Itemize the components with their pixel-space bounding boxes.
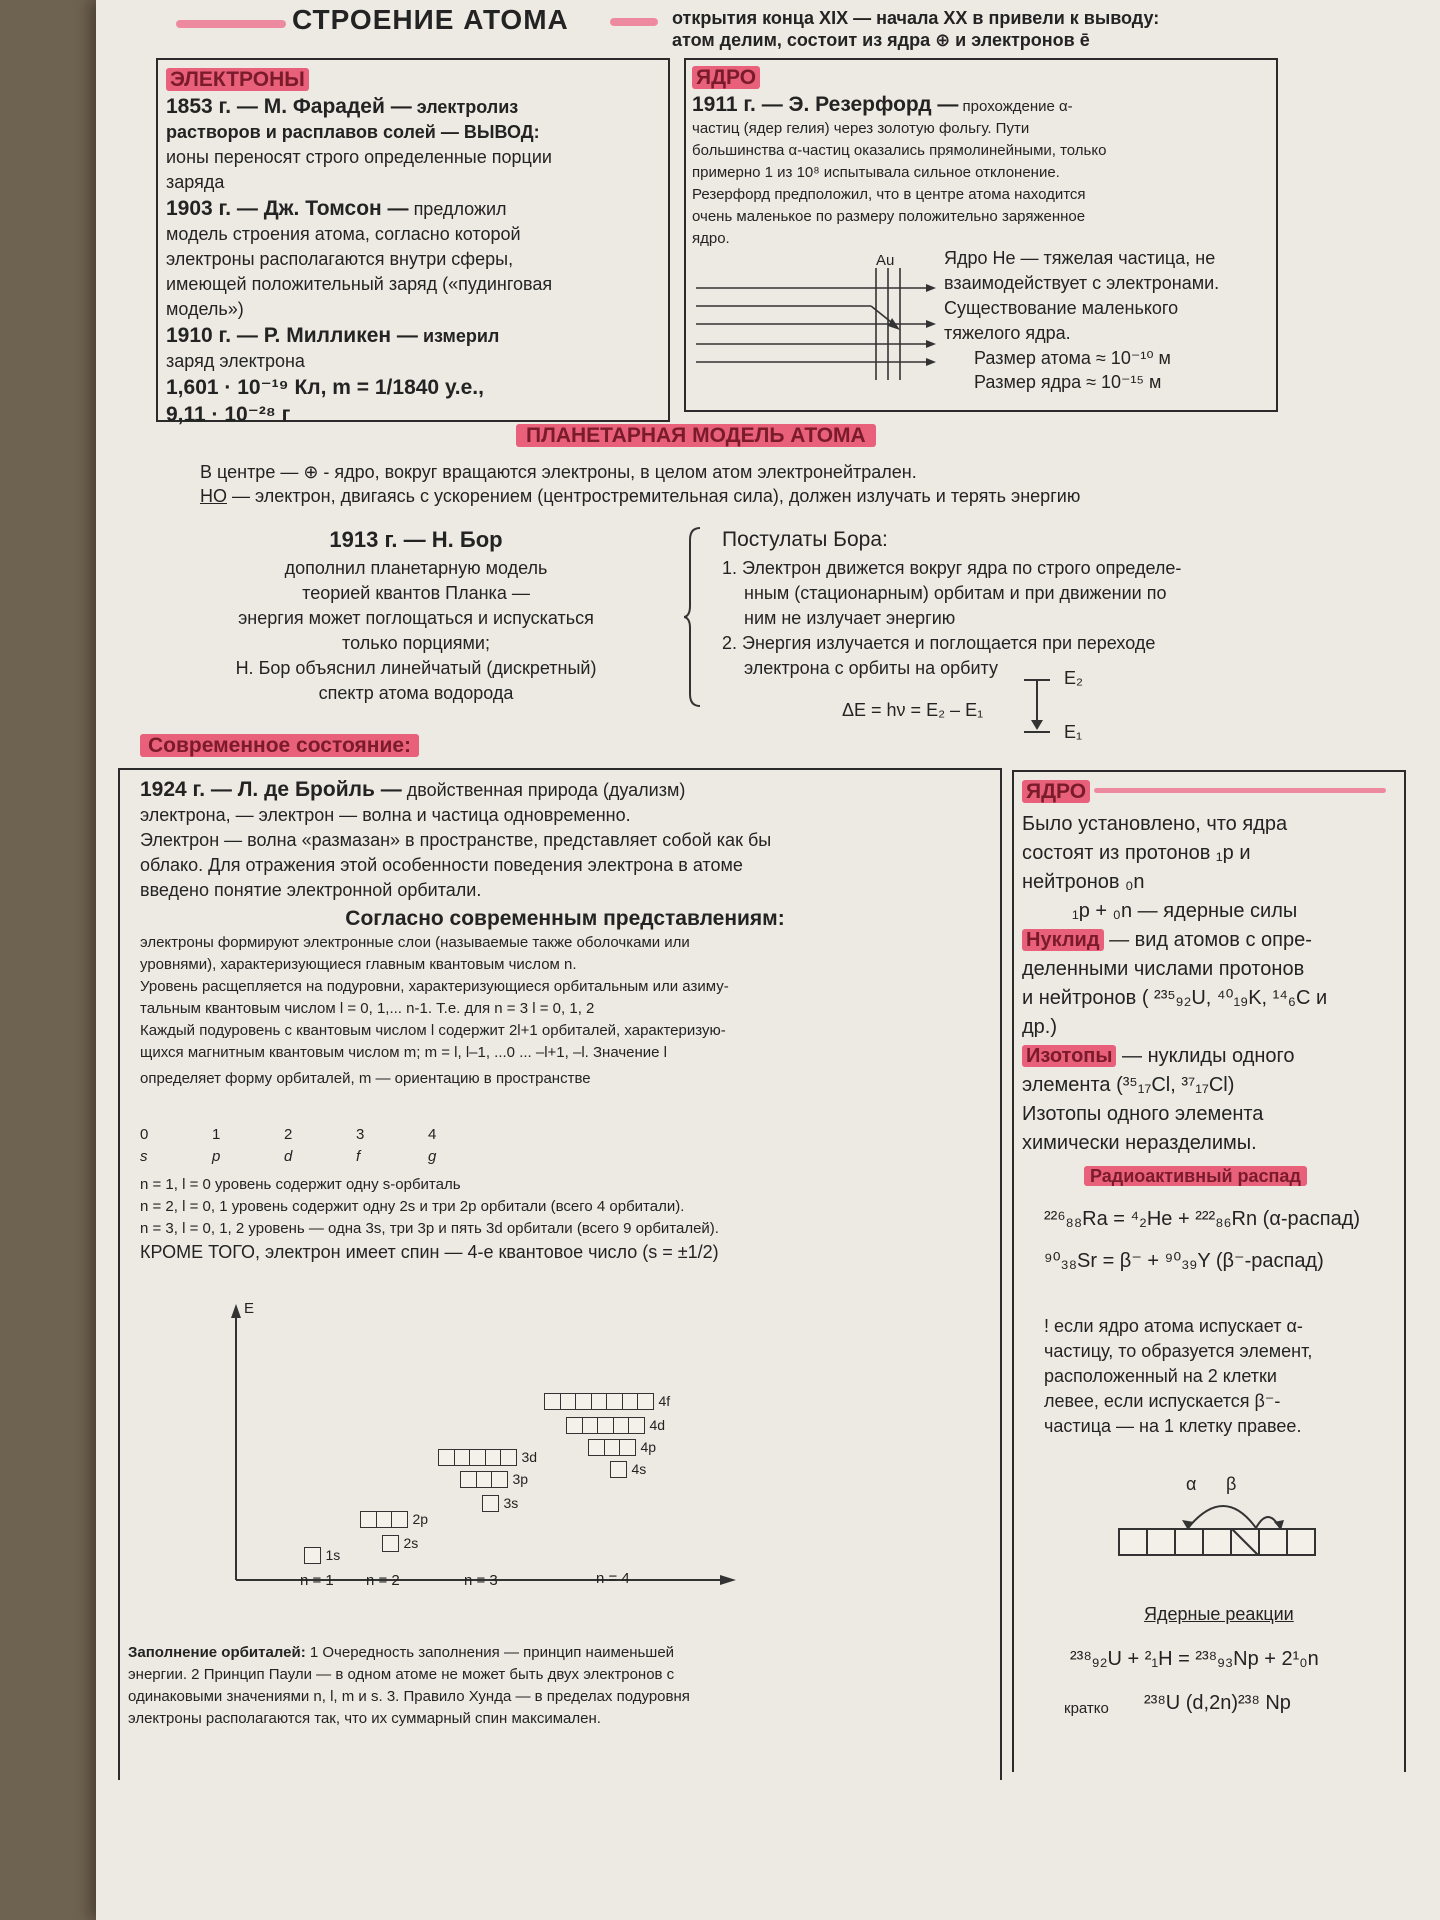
orbital-2p: 2p [360,1510,428,1528]
electrons-label: ЭЛЕКТРОНЫ [166,68,309,91]
electron-mass: 9,11 · 10⁻²⁸ г [166,403,291,426]
bohr-line-3: энергия может поглощаться и испускаться [238,608,594,628]
modern-s3: Уровень расщепляется на подуровни, характеризующиеся орбитальным или азиму- [140,978,729,995]
modern-line-4: облако. Для отражения этой особенности поведения электрона в атоме [140,855,743,875]
bohr-brace-icon [684,526,704,708]
shift-rule-1: ! если ядро атома испускает α- [1044,1316,1303,1336]
modern-subhead: Согласно современным представлениям: [345,907,785,930]
filling-line-1: 1 Очередность заполнения — принцип наименьшей [305,1644,675,1661]
orbital-3s: 3s [482,1494,518,1512]
modern-s5: Каждый подуровень с квантовым числом l содержит 2l+1 орбиталей, характеризую- [140,1022,726,1039]
l-number: 2 [284,1126,293,1143]
nucleus-r2: состоят из протонов ₁p и [1022,842,1251,864]
electrons-box [156,58,670,426]
l-letter: g [428,1148,437,1165]
level-n2: n = 2, l = 0, 1 уровень содержит одну 2s и три 2p орбитали (всего 4 орбитали). [140,1198,685,1215]
bohr-line-5: Н. Бор объяснил линейчатый (дискретный) [235,658,597,678]
postulate-1c: ним не излучает энергию [744,608,956,628]
millikan-head: 1910 г. — Р. Милликен — [166,324,418,347]
rutherford-line-5: Резерфорд предположил, что в центре атома находится [692,186,1086,203]
orbital-4f: 4f [544,1392,670,1410]
faraday-head: 1853 г. — М. Фарадей — [166,95,412,118]
orbital-4s: 4s [610,1460,646,1478]
electrons-line-8: имеющей положительный заряд («пудинговая [166,274,553,294]
page-sheet [96,0,1440,1920]
header-lead-2: атом делим, состоит из ядра ⊕ и электронов ē [672,30,1090,50]
l-number: 0 [140,1126,149,1143]
alpha-decay-eq: ²²⁶₈₈Ra = ⁴₂He + ²²²₈₆Rn (α-распад) [1044,1208,1361,1230]
modern-line-5: введено понятие электронной орбитали. [140,880,482,900]
orbital-2s: 2s [382,1534,418,1552]
modern-s4: тальным квантовым числом l = 0, 1,... n-1. Т.е. для n = 3 l = 0, 1, 2 [140,1000,595,1017]
thomson-rest: предложил [408,199,507,219]
nucleus-r9: — нуклиды одного [1116,1045,1295,1067]
filling-line-2: энергии. 2 Принцип Паули — в одном атоме не может быть двух электронов с [128,1666,675,1683]
rutherford-head: 1911 г. — Э. Резерфорд — [692,93,959,116]
nuclide-label: Нуклид [1022,929,1104,951]
nucleus-r12: химически неразделимы. [1022,1132,1257,1154]
energy-transition-icon [1018,672,1058,740]
gold-foil-diagram [696,252,936,392]
modern-label: Современное состояние: [140,734,419,757]
orbital-3p: 3p [460,1470,528,1488]
nucleus-right-box [1012,770,1406,1772]
n-label: n = 2 [366,1572,400,1589]
planetary-line-1: В центре — ⊕ - ядро, вокруг вращаются электроны, в целом атом электронейтрален. [200,462,917,482]
spin-note: КРОМЕ ТОГО, электрон имеет спин — 4-е квантовое число (s = ±1/2) [140,1242,719,1262]
alpha-label: α [1186,1474,1197,1494]
title-marker-right [610,18,658,26]
level-n3: n = 3, l = 0, 1, 2 уровень — одна 3s, три 3p и пять 3d орбитали (всего 9 орбиталей). [140,1220,719,1237]
nucleus-r10: элемента (³⁵₁₇Cl, ³⁷₁₇Cl) [1022,1074,1235,1096]
l-number: 4 [428,1126,437,1143]
he-nucleus-desc-3: Существование маленького [944,298,1179,318]
electrons-line-7: электроны располагаются внутри сферы, [166,249,514,269]
nucleus-r6: деленными числами протонов [1022,958,1305,980]
n-label: n = 1 [300,1572,334,1589]
shift-arrows-icon [1144,1490,1294,1530]
de-broglie-rest: двойственная природа (дуализм) [401,780,686,800]
postulate-1b: нным (стационарным) орбитам и при движении по [744,583,1167,603]
modern-line-2: электрона, — электрон — волна и частица одновременно. [140,805,631,825]
de-broglie-head: 1924 г. — Л. де Бройль — [140,778,402,801]
l-letter: f [356,1148,361,1165]
l-number: 1 [212,1126,221,1143]
header-lead-1: открытия конца XIX — начала XX в привели к выводу: [672,8,1160,28]
modern-s7: определяет форму орбиталей, m — ориентацию в пространстве [140,1070,591,1087]
filling-head: Заполнение орбиталей: [128,1644,306,1661]
thomson-head: 1903 г. — Дж. Томсон — [166,197,409,220]
nucleus-r11: Изотопы одного элемента [1022,1103,1264,1125]
reaction-eq: ²³⁸₉₂U + ²₁H = ²³⁸₉₃Np + 2¹₀n [1070,1648,1319,1670]
bohr-line-6: спектр атома водорода [318,683,514,703]
nucleus-r5: — вид атомов с опре- [1103,929,1312,951]
atom-size: Размер атома ≈ 10⁻¹⁰ м [974,348,1171,368]
decay-label: Радиоактивный распад [1084,1166,1307,1186]
reaction-short-eq: ²³⁸U (d,2n)²³⁸ Np [1144,1692,1291,1714]
bohr-formula: ΔE = hν = E₂ – E₁ [842,700,984,720]
electrons-line-3: ионы переносят строго определенные порции [166,147,552,167]
modern-s2: уровнями), характеризующиеся главным квантовым числом n. [140,956,577,973]
isotope-label: Изотопы [1022,1045,1116,1067]
electrons-line-9: модель») [166,299,244,319]
nucleus-r7: и нейтронов ( ²³⁵₉₂U, ⁴⁰₁₉K, ¹⁴₆C и [1022,987,1328,1009]
level-n1: n = 1, l = 0 уровень содержит одну s-орбиталь [140,1176,461,1193]
electrons-line-11: заряд электрона [166,351,305,371]
nucleus-top-label: ЯДРО [692,66,760,89]
periodic-cells [1118,1528,1314,1561]
l-number: 3 [356,1126,365,1143]
filling-line-4: электроны располагаются так, что их суммарный спин максимален. [128,1710,601,1727]
energy-axis-label: E [244,1300,255,1317]
modern-box [118,768,1002,1780]
short-label: кратко [1064,1700,1109,1717]
shift-rule-4: левее, если испускается β⁻- [1044,1391,1281,1411]
planetary-but: НО [200,486,227,506]
rutherford-line-3: большинства α-частиц оказались прямолинейными, только [692,142,1107,159]
reactions-label: Ядерные реакции [1144,1604,1294,1624]
nucleus-right-label: ЯДРО [1022,780,1090,803]
nucleus-r4: ₁p + ₀n — ядерные силы [1072,900,1298,922]
postulate-1a: 1. Электрон движется вокруг ядра по строго определе- [722,558,1182,578]
rutherford-line-2: частиц (ядер гелия) через золотую фольгу. Пути [692,120,1030,137]
he-nucleus-desc-2: взаимодействует с электронами. [944,273,1220,293]
faraday-rest: электролиз [411,97,519,117]
l-table [140,1124,520,1168]
bohr-title: 1913 г. — Н. Бор [329,527,503,552]
l-letter: s [140,1148,148,1165]
n-label: n = 4 [596,1570,630,1587]
electrons-line-6: модель строения атома, согласно которой [166,224,521,244]
l-letter: p [212,1148,221,1165]
bohr-line-2: теорией квантов Планка — [302,583,530,603]
bohr-line-4: только порциями; [342,633,490,653]
modern-line-3: Электрон — волна «размазан» в пространстве, представляет собой как бы [140,830,772,850]
modern-s1: электроны формируют электронные слои (называемые также оболочками или [140,934,690,951]
rutherford-line-6: очень маленькое по размеру положительно заряженное [692,208,1086,225]
nucleus-size: Размер ядра ≈ 10⁻¹⁵ м [974,372,1162,392]
l-letter: d [284,1148,293,1165]
orbital-4p: 4p [588,1438,656,1456]
nucleus-right-marker [1094,788,1386,793]
rutherford-line-7: ядро. [692,230,730,247]
beta-label: β [1226,1474,1237,1494]
nucleus-rutherford-box [684,58,1278,412]
nucleus-r8: др.) [1022,1016,1058,1038]
bohr-line-1: дополнил планетарную модель [284,558,548,578]
title-marker [176,20,286,28]
shift-rule-2: частицу, то образуется элемент, [1044,1341,1313,1361]
rutherford-line-4: примерно 1 из 10⁸ испытывала сильное отклонение. [692,164,1060,181]
energy-e1: E₁ [1064,722,1083,742]
electron-charge: 1,601 · 10⁻¹⁹ Кл, m = 1/1840 у.е., [166,376,484,399]
millikan-rest: измерил [417,326,500,346]
postulate-2a: 2. Энергия излучается и поглощается при переходе [722,633,1156,653]
filling-line-3: одинаковыми значениями n, l, m и s. 3. Правило Хунда — в пределах подуровня [128,1688,690,1705]
postulate-2b: электрона с орбиты на орбиту [744,658,998,678]
beta-decay-eq: ⁹⁰₃₈Sr = β⁻ + ⁹⁰₃₉Y (β⁻-распад) [1044,1250,1324,1272]
modern-s6: щихся магнитным квантовым числом m; m = l, l–1, ...0 ... –l+1, –l. Значение l [140,1044,668,1061]
orbital-1s: 1s [304,1546,340,1564]
he-nucleus-desc-4: тяжелого ядра. [944,323,1071,343]
shift-rule-5: частица — на 1 клетку правее. [1044,1416,1302,1436]
electrons-line-4: заряда [166,172,225,192]
orbital-4d: 4d [566,1416,665,1434]
shift-rule-3: расположенный на 2 клетки [1044,1366,1277,1386]
energy-e2: E₂ [1064,668,1083,688]
foil-label: Au [876,252,895,269]
bohr-postulates-title: Постулаты Бора: [722,528,888,551]
orbital-3d: 3d [438,1448,537,1466]
planetary-line-2: — электрон, двигаясь с ускорением (центростремительная сила), должен излучать и терять энергию [227,486,1081,506]
rutherford-rest: прохождение α- [958,98,1073,115]
electrons-line-2: растворов и расплавов солей — ВЫВОД: [166,122,540,142]
page-title: СТРОЕНИЕ АТОМА [292,4,569,35]
he-nucleus-desc-1: Ядро He — тяжелая частица, не [944,248,1216,268]
n-label: n = 3 [464,1572,498,1589]
nucleus-r3: нейтронов ₀n [1022,871,1145,893]
nucleus-r1: Было установлено, что ядра [1022,813,1288,835]
planetary-label: ПЛАНЕТАРНАЯ МОДЕЛЬ АТОМА [516,424,876,447]
